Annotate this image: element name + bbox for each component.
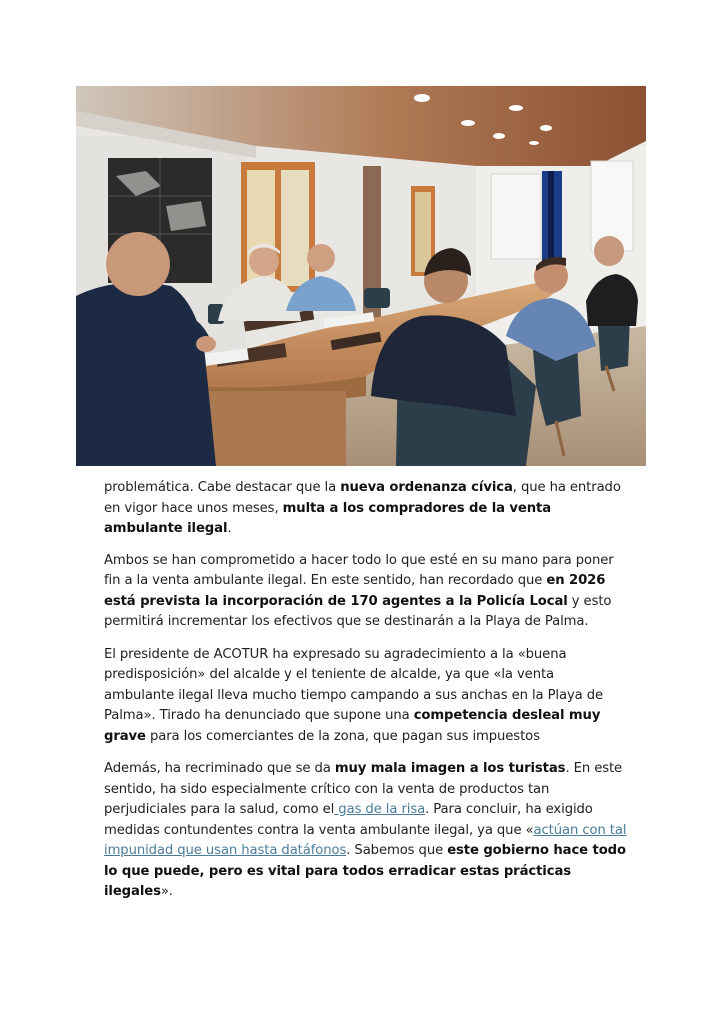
text: . bbox=[227, 521, 232, 536]
paragraph-2 bbox=[104, 551, 628, 633]
text: y esto permitirá incrementar los efectivos que se destinarán a la Playa de Palma. bbox=[104, 593, 612, 629]
text: . Sabemos que bbox=[346, 843, 448, 858]
bold-text: muy mala imagen a los turistas bbox=[334, 761, 566, 776]
paragraph-4 bbox=[104, 759, 628, 903]
bold-text: competencia desleal muy grave bbox=[104, 708, 601, 744]
text: . Para concluir, ha exigido medidas contundentes contra la venta ambulante ilegal, ya que « bbox=[104, 802, 593, 838]
meeting-photo bbox=[76, 86, 646, 466]
bold-text: nueva ordenanza cívica bbox=[340, 480, 513, 495]
text: problemática. Cabe destacar que la bbox=[104, 480, 341, 495]
text: El presidente de ACOTUR ha expresado su agradecimiento a la «buena predisposición» del alcalde y el teniente de alcalde, ya que «la venta ambulante ilegal lleva mucho tiempo campando a sus anchas en la Playa de Palma». Tirado ha denunciado que supone una bbox=[104, 646, 604, 723]
paragraph-3 bbox=[104, 645, 628, 748]
bold-text: en 2026 está prevista la incorporación de 170 agentes a la Policía Local bbox=[104, 573, 606, 609]
article-body bbox=[104, 478, 628, 915]
text: para los comerciantes de la zona, que pagan sus impuestos bbox=[145, 728, 540, 744]
text: . En este sentido, ha sido especialmente crítico con la venta de productos tan perjudiciales para la salud, como el bbox=[104, 761, 623, 817]
bold-text: multa a los compradores de la venta ambulante ilegal bbox=[104, 500, 552, 536]
text: Además, ha recriminado que se da bbox=[104, 761, 335, 776]
text: ». bbox=[160, 884, 173, 899]
text: , que ha entrado en vigor hace unos meses, bbox=[104, 480, 621, 516]
bold-text: este gobierno hace todo lo que puede, pero es vital para todos erradicar estas prácticas ilegales bbox=[104, 843, 626, 899]
text: Ambos se han comprometido a hacer todo lo que esté en su mano para poner fin a la venta ambulante ilegal. En este sentido, han recordado que bbox=[104, 552, 614, 588]
paragraph-1 bbox=[104, 478, 628, 540]
link-datafonos[interactable]: actúan con tal impunidad que usan hasta datáfonos bbox=[104, 822, 627, 858]
link-gas-de-la-risa[interactable]: gas de la risa bbox=[334, 802, 426, 817]
